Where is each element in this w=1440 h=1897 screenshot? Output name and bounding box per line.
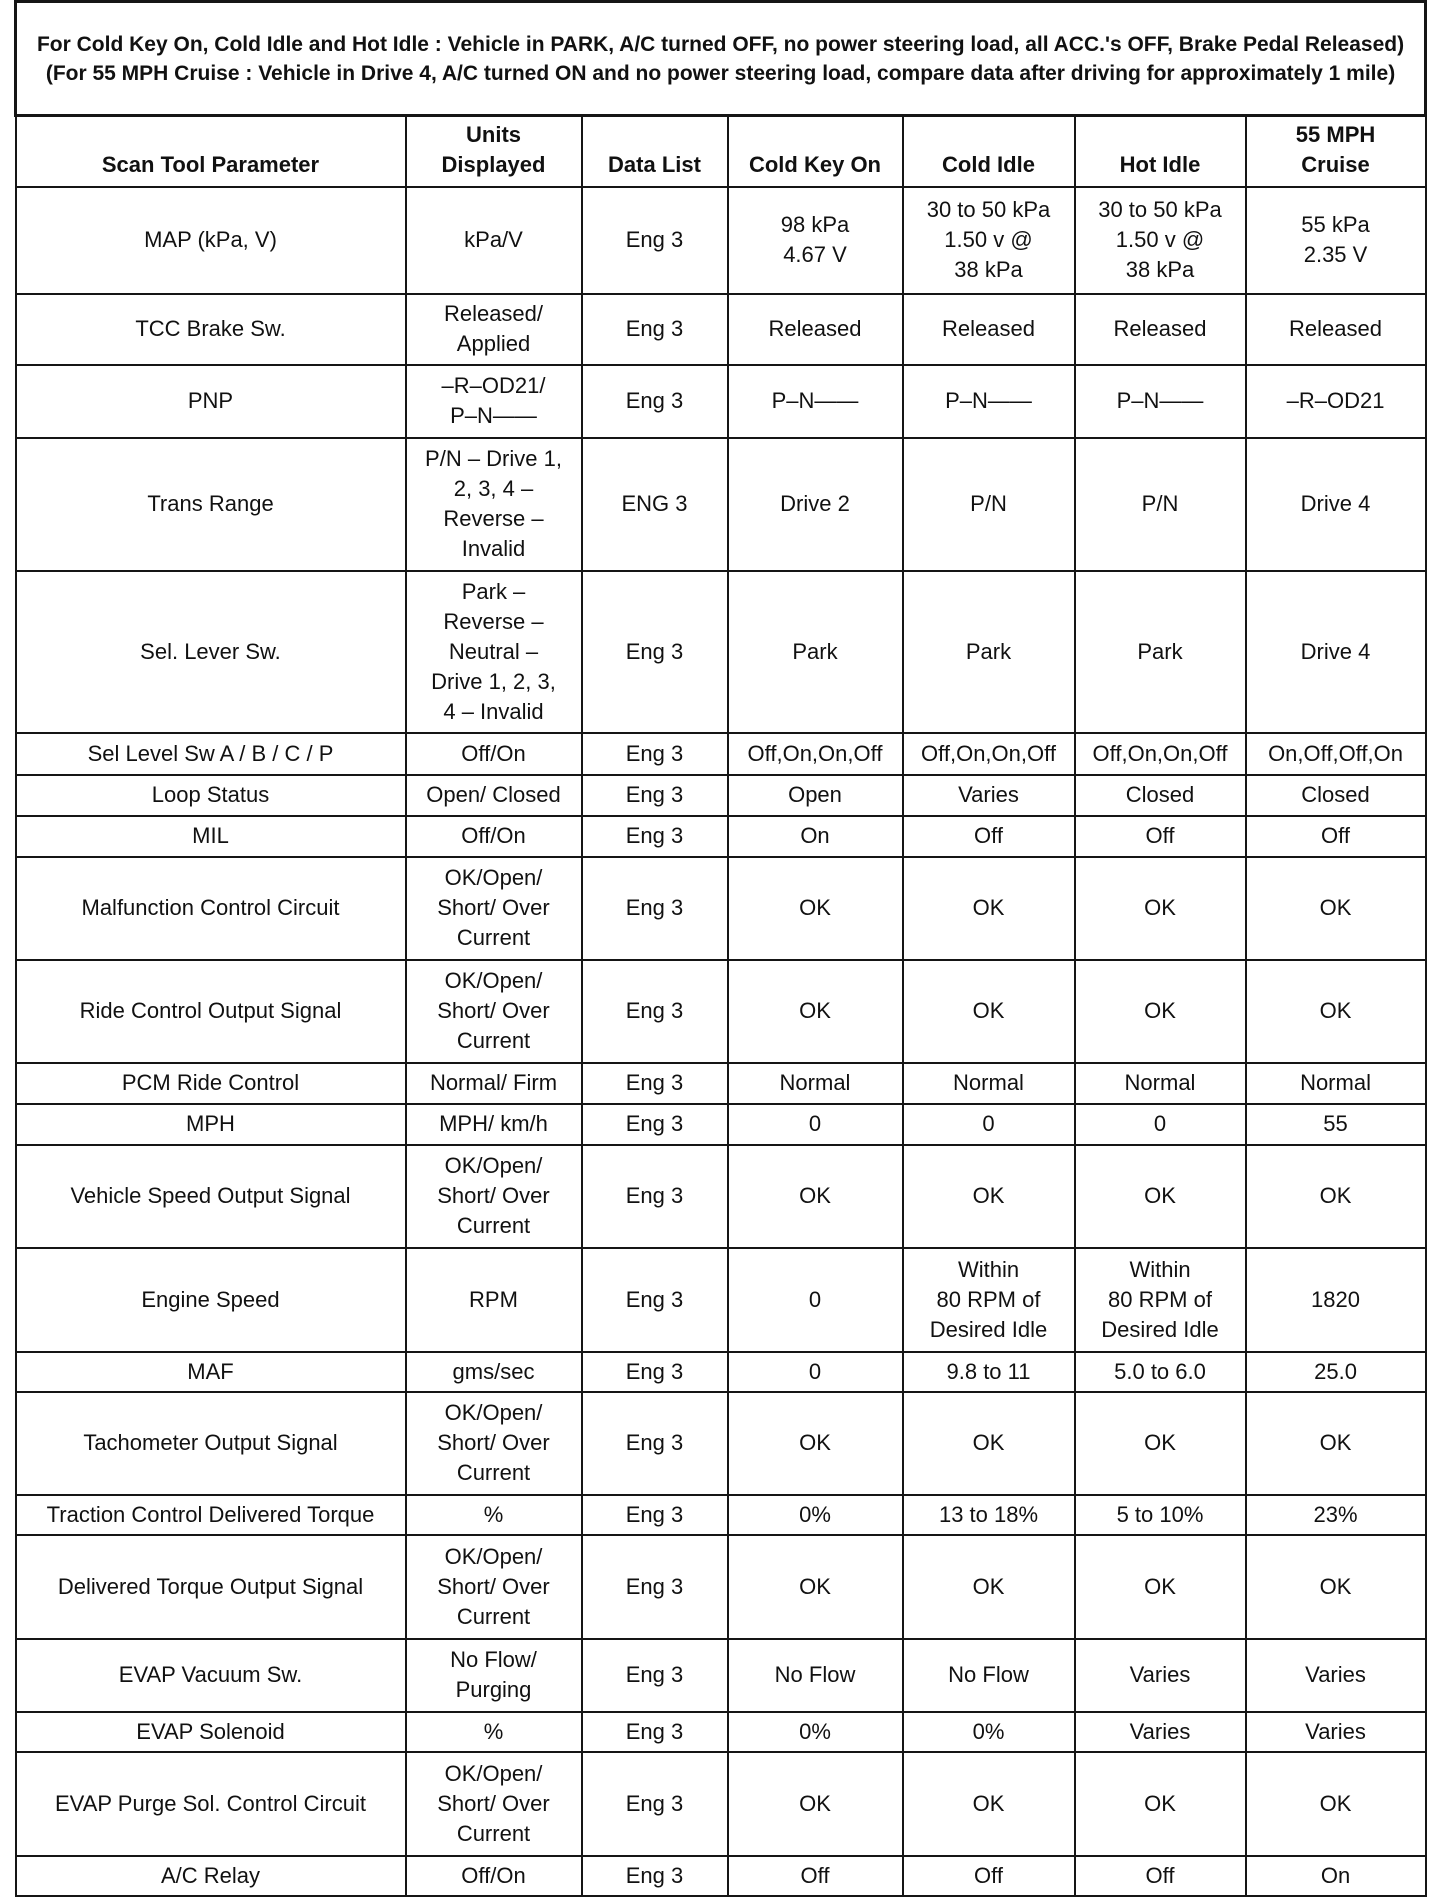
units-cell: % xyxy=(406,1495,582,1535)
cold-idle-cell: No Flow xyxy=(903,1639,1075,1712)
table-row xyxy=(16,816,1426,857)
hot-idle-cell: Varies xyxy=(1075,1712,1246,1752)
units-cell: –R–OD21/ P–N—— xyxy=(406,365,582,438)
cold-idle-cell: OK xyxy=(903,1145,1075,1248)
units-cell: gms/sec xyxy=(406,1352,582,1392)
data-list-cell: Eng 3 xyxy=(582,816,728,857)
table-row xyxy=(16,571,1426,733)
cruise-cell: OK xyxy=(1246,857,1426,960)
cruise-cell: Closed xyxy=(1246,775,1426,816)
hot-idle-cell: Off,On,On,Off xyxy=(1075,733,1246,775)
cruise-cell: On xyxy=(1246,1856,1426,1896)
units-cell: Normal/ Firm xyxy=(406,1063,582,1104)
cold-key-on-cell: OK xyxy=(728,960,903,1063)
table-row xyxy=(16,438,1426,571)
cruise-cell: OK xyxy=(1246,1752,1426,1856)
hot-idle-cell: P/N xyxy=(1075,438,1246,571)
cruise-cell: Varies xyxy=(1246,1712,1426,1752)
cold-idle-cell: Varies xyxy=(903,775,1075,816)
cruise-cell: OK xyxy=(1246,1535,1426,1639)
table-row xyxy=(16,365,1426,438)
cold-idle-cell: P–N—— xyxy=(903,365,1075,438)
cruise-cell: Drive 4 xyxy=(1246,571,1426,733)
parameter-cell: Sel Level Sw A / B / C / P xyxy=(16,733,406,775)
units-cell: OK/Open/ Short/ Over Current xyxy=(406,960,582,1063)
cold-idle-cell: 30 to 50 kPa 1.50 v @ 38 kPa xyxy=(903,187,1075,294)
data-list-cell: Eng 3 xyxy=(582,1063,728,1104)
data-list-cell: Eng 3 xyxy=(582,1712,728,1752)
table-row xyxy=(16,1712,1426,1752)
cold-key-on-cell: P–N—— xyxy=(728,365,903,438)
parameter-cell: Tachometer Output Signal xyxy=(16,1392,406,1495)
data-list-cell: Eng 3 xyxy=(582,1392,728,1495)
hot-idle-cell: OK xyxy=(1075,1392,1246,1495)
data-list-cell: Eng 3 xyxy=(582,365,728,438)
cold-idle-cell: OK xyxy=(903,1535,1075,1639)
table-row xyxy=(16,1104,1426,1145)
cold-key-on-cell: 98 kPa 4.67 V xyxy=(728,187,903,294)
cruise-cell: 55 kPa 2.35 V xyxy=(1246,187,1426,294)
table-row xyxy=(16,1495,1426,1535)
data-list-cell: Eng 3 xyxy=(582,571,728,733)
units-cell: P/N – Drive 1, 2, 3, 4 – Reverse – Invalid xyxy=(406,438,582,571)
cold-key-on-cell: 0 xyxy=(728,1104,903,1145)
data-list-cell: Eng 3 xyxy=(582,187,728,294)
cold-idle-cell: Off xyxy=(903,816,1075,857)
parameter-cell: MAP (kPa, V) xyxy=(16,187,406,294)
units-cell: OK/Open/ Short/ Over Current xyxy=(406,1392,582,1495)
header-hot-idle: Hot Idle xyxy=(1075,116,1246,187)
units-cell: Released/ Applied xyxy=(406,294,582,365)
table-row xyxy=(16,1392,1426,1495)
hot-idle-cell: P–N—— xyxy=(1075,365,1246,438)
parameter-cell: Sel. Lever Sw. xyxy=(16,571,406,733)
parameter-cell: EVAP Purge Sol. Control Circuit xyxy=(16,1752,406,1856)
cold-key-on-cell: Drive 2 xyxy=(728,438,903,571)
hot-idle-cell: Within 80 RPM of Desired Idle xyxy=(1075,1248,1246,1352)
cold-key-on-cell: OK xyxy=(728,1392,903,1495)
units-cell: Off/On xyxy=(406,733,582,775)
units-cell: MPH/ km/h xyxy=(406,1104,582,1145)
table-row xyxy=(16,294,1426,365)
data-list-cell: Eng 3 xyxy=(582,775,728,816)
cruise-cell: –R–OD21 xyxy=(1246,365,1426,438)
parameter-cell: Malfunction Control Circuit xyxy=(16,857,406,960)
hot-idle-cell: Off xyxy=(1075,1856,1246,1896)
hot-idle-cell: Park xyxy=(1075,571,1246,733)
hot-idle-cell: 30 to 50 kPa 1.50 v @ 38 kPa xyxy=(1075,187,1246,294)
table-row xyxy=(16,187,1426,294)
parameter-cell: MAF xyxy=(16,1352,406,1392)
cold-key-on-cell: No Flow xyxy=(728,1639,903,1712)
table-row xyxy=(16,775,1426,816)
cruise-cell: OK xyxy=(1246,1145,1426,1248)
units-cell: No Flow/ Purging xyxy=(406,1639,582,1712)
hot-idle-cell: Off xyxy=(1075,816,1246,857)
data-list-cell: Eng 3 xyxy=(582,1104,728,1145)
table-row xyxy=(16,1248,1426,1352)
cold-idle-cell: Normal xyxy=(903,1063,1075,1104)
parameter-cell: Ride Control Output Signal xyxy=(16,960,406,1063)
cruise-cell: OK xyxy=(1246,1392,1426,1495)
cold-key-on-cell: Released xyxy=(728,294,903,365)
data-list-cell: Eng 3 xyxy=(582,857,728,960)
table-row xyxy=(16,857,1426,960)
units-cell: % xyxy=(406,1712,582,1752)
cold-idle-cell: OK xyxy=(903,1752,1075,1856)
header-units-displayed: Units Displayed xyxy=(406,116,582,187)
units-cell: Off/On xyxy=(406,816,582,857)
cold-key-on-cell: Open xyxy=(728,775,903,816)
cold-idle-cell: OK xyxy=(903,857,1075,960)
cold-idle-cell: 9.8 to 11 xyxy=(903,1352,1075,1392)
cold-idle-cell: Released xyxy=(903,294,1075,365)
cold-idle-cell: P/N xyxy=(903,438,1075,571)
cruise-cell: Released xyxy=(1246,294,1426,365)
cold-idle-cell: 0 xyxy=(903,1104,1075,1145)
hot-idle-cell: Varies xyxy=(1075,1639,1246,1712)
cold-key-on-cell: OK xyxy=(728,1145,903,1248)
table-row xyxy=(16,733,1426,775)
parameter-cell: A/C Relay xyxy=(16,1856,406,1896)
hot-idle-cell: OK xyxy=(1075,1752,1246,1856)
cold-key-on-cell: On xyxy=(728,816,903,857)
cruise-cell: 25.0 xyxy=(1246,1352,1426,1392)
units-cell: OK/Open/ Short/ Over Current xyxy=(406,857,582,960)
data-list-cell: Eng 3 xyxy=(582,733,728,775)
cold-key-on-cell: 0% xyxy=(728,1495,903,1535)
table-row xyxy=(16,1639,1426,1712)
units-cell: OK/Open/ Short/ Over Current xyxy=(406,1752,582,1856)
parameter-cell: EVAP Vacuum Sw. xyxy=(16,1639,406,1712)
cold-key-on-cell: Normal xyxy=(728,1063,903,1104)
data-list-cell: Eng 3 xyxy=(582,1752,728,1856)
units-cell: kPa/V xyxy=(406,187,582,294)
scan-tool-data-table xyxy=(14,0,1427,1897)
cruise-cell: 23% xyxy=(1246,1495,1426,1535)
cold-idle-cell: OK xyxy=(903,1392,1075,1495)
hot-idle-cell: 5.0 to 6.0 xyxy=(1075,1352,1246,1392)
data-list-cell: Eng 3 xyxy=(582,1535,728,1639)
cold-key-on-cell: Off,On,On,Off xyxy=(728,733,903,775)
hot-idle-cell: Released xyxy=(1075,294,1246,365)
table-row xyxy=(16,1856,1426,1896)
data-list-cell: Eng 3 xyxy=(582,1248,728,1352)
parameter-cell: Trans Range xyxy=(16,438,406,571)
header-cold-key-on: Cold Key On xyxy=(728,116,903,187)
cruise-cell: Normal xyxy=(1246,1063,1426,1104)
units-cell: Open/ Closed xyxy=(406,775,582,816)
parameter-cell: PNP xyxy=(16,365,406,438)
hot-idle-cell: Closed xyxy=(1075,775,1246,816)
table-body xyxy=(16,187,1426,1896)
hot-idle-cell: 0 xyxy=(1075,1104,1246,1145)
cold-key-on-cell: Off xyxy=(728,1856,903,1896)
header-data-list: Data List xyxy=(582,116,728,187)
parameter-cell: Loop Status xyxy=(16,775,406,816)
table-row xyxy=(16,1752,1426,1856)
header-row xyxy=(16,116,1426,187)
cold-idle-cell: Off,On,On,Off xyxy=(903,733,1075,775)
hot-idle-cell: OK xyxy=(1075,960,1246,1063)
data-list-cell: ENG 3 xyxy=(582,438,728,571)
cold-key-on-cell: OK xyxy=(728,1535,903,1639)
cruise-cell: Varies xyxy=(1246,1639,1426,1712)
data-list-cell: Eng 3 xyxy=(582,1145,728,1248)
cruise-cell: On,Off,Off,On xyxy=(1246,733,1426,775)
hot-idle-cell: OK xyxy=(1075,1535,1246,1639)
header-cold-idle: Cold Idle xyxy=(903,116,1075,187)
cold-idle-cell: Within 80 RPM of Desired Idle xyxy=(903,1248,1075,1352)
cruise-cell: 55 xyxy=(1246,1104,1426,1145)
data-list-cell: Eng 3 xyxy=(582,1495,728,1535)
cruise-cell: Drive 4 xyxy=(1246,438,1426,571)
hot-idle-cell: OK xyxy=(1075,857,1246,960)
cruise-cell: Off xyxy=(1246,816,1426,857)
table-row xyxy=(16,1535,1426,1639)
parameter-cell: Traction Control Delivered Torque xyxy=(16,1495,406,1535)
data-list-cell: Eng 3 xyxy=(582,1856,728,1896)
test-conditions-caption: For Cold Key On, Cold Idle and Hot Idle : Vehicle in PARK, A/C turned OFF, no power steering load, all ACC.'s OFF, Brake Pedal Released) (For 55 MPH Cruise : Vehicle in Drive 4, A/C turned ON and no power steering load, compare data after driving for approximately 1 mile) xyxy=(16,2,1426,116)
hot-idle-cell: OK xyxy=(1075,1145,1246,1248)
cruise-cell: OK xyxy=(1246,960,1426,1063)
table-row xyxy=(16,1063,1426,1104)
header-55-mph-cruise: 55 MPH Cruise xyxy=(1246,116,1426,187)
data-list-cell: Eng 3 xyxy=(582,1639,728,1712)
cold-key-on-cell: 0 xyxy=(728,1352,903,1392)
parameter-cell: Engine Speed xyxy=(16,1248,406,1352)
cold-key-on-cell: 0 xyxy=(728,1248,903,1352)
units-cell: Park – Reverse – Neutral – Drive 1, 2, 3, 4 – Invalid xyxy=(406,571,582,733)
cold-key-on-cell: 0% xyxy=(728,1712,903,1752)
parameter-cell: PCM Ride Control xyxy=(16,1063,406,1104)
cold-key-on-cell: Park xyxy=(728,571,903,733)
cold-key-on-cell: OK xyxy=(728,1752,903,1856)
cold-idle-cell: Off xyxy=(903,1856,1075,1896)
parameter-cell: MPH xyxy=(16,1104,406,1145)
hot-idle-cell: Normal xyxy=(1075,1063,1246,1104)
data-list-cell: Eng 3 xyxy=(582,1352,728,1392)
parameter-cell: TCC Brake Sw. xyxy=(16,294,406,365)
parameter-cell: EVAP Solenoid xyxy=(16,1712,406,1752)
cold-idle-cell: OK xyxy=(903,960,1075,1063)
units-cell: OK/Open/ Short/ Over Current xyxy=(406,1145,582,1248)
cold-idle-cell: 0% xyxy=(903,1712,1075,1752)
hot-idle-cell: 5 to 10% xyxy=(1075,1495,1246,1535)
cold-key-on-cell: OK xyxy=(728,857,903,960)
cruise-cell: 1820 xyxy=(1246,1248,1426,1352)
table-row xyxy=(16,960,1426,1063)
parameter-cell: MIL xyxy=(16,816,406,857)
table-row xyxy=(16,1145,1426,1248)
parameter-cell: Vehicle Speed Output Signal xyxy=(16,1145,406,1248)
cold-idle-cell: 13 to 18% xyxy=(903,1495,1075,1535)
parameter-cell: Delivered Torque Output Signal xyxy=(16,1535,406,1639)
units-cell: RPM xyxy=(406,1248,582,1352)
units-cell: Off/On xyxy=(406,1856,582,1896)
units-cell: OK/Open/ Short/ Over Current xyxy=(406,1535,582,1639)
header-scan-tool-parameter: Scan Tool Parameter xyxy=(16,116,406,187)
table-row xyxy=(16,1352,1426,1392)
data-list-cell: Eng 3 xyxy=(582,294,728,365)
cold-idle-cell: Park xyxy=(903,571,1075,733)
data-list-cell: Eng 3 xyxy=(582,960,728,1063)
